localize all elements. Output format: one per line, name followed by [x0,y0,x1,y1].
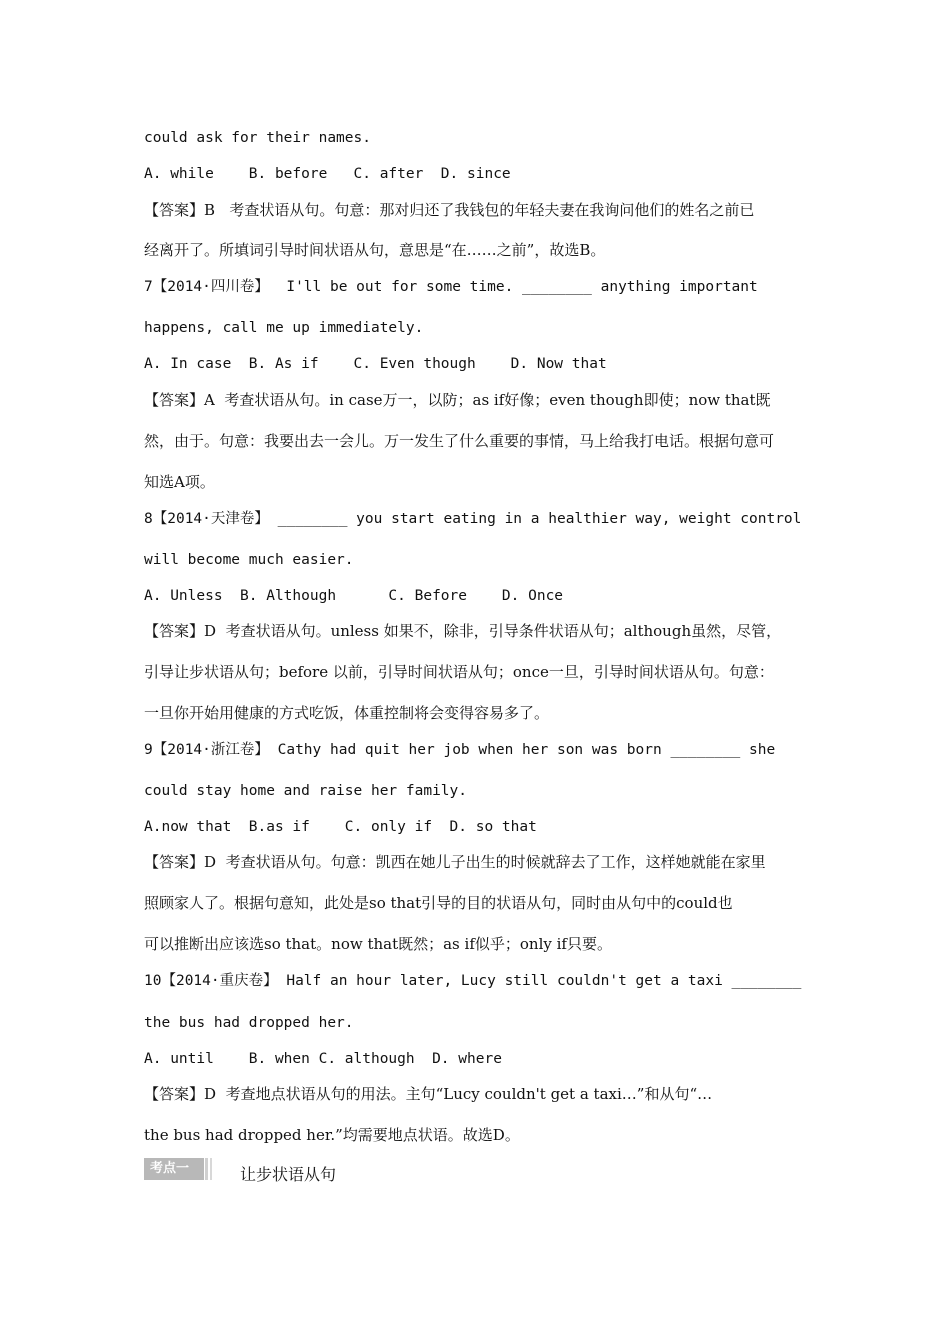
answer-line: 【答案】D 考查地点状语从句的用法。主句“Lucy couldn't get a taxi…”和从句“… [144,1085,713,1103]
text-line: will become much easier. [144,552,354,568]
answer-line: 经离开了。所填词引导时间状语从句，意思是“在……之前”，故选B。 [144,241,606,259]
question-line: 9【2014·浙江卷】 Cathy had quit her job when her son was born ________ she [144,742,776,758]
options-line: A.now that B.as if C. only if D. so that [144,819,537,835]
text-line: could stay home and raise her family. [144,783,468,799]
text-line: happens, call me up immediately. [144,320,424,336]
answer-line: 可以推断出应该选so that。now that既然；as if似乎；only if只要。 [144,935,612,953]
options-line: A. In case B. As if C. Even though D. Now that [144,356,607,372]
answer-line: 【答案】B 考查状语从句。句意：那对归还了我钱包的年轻夫妻在我询问他们的姓名之前已 [144,201,755,219]
answer-line: 一旦你开始用健康的方式吃饭，体重控制将会变得容易多了。 [144,704,550,722]
answer-line: 【答案】D 考查状语从句。unless 如果不，除非，引导条件状语从句；although虽然，尽管， [144,622,782,640]
badge-divider [210,1158,212,1180]
question-line: 8【2014·天津卷】 ________ you start eating in a healthier way, weight control [144,511,802,527]
section-badge: 考点一 [144,1158,204,1180]
options-line: A. until B. when C. although D. where [144,1051,502,1067]
question-line: 7【2014·四川卷】 I'll be out for some time. ________ anything important [144,279,758,295]
answer-line: 【答案】D 考查状语从句。句意：凯西在她儿子出生的时候就辞去了工作，这样她就能在家里 [144,853,766,871]
text-line: the bus had dropped her. [144,1015,354,1031]
options-line: A. while B. before C. after D. since [144,166,511,182]
options-line: A. Unless B. Although C. Before D. Once [144,588,564,604]
section-title: 让步状语从句 [240,1165,337,1184]
answer-line: 照顾家人了。根据句意知，此处是so that引导的目的状语从句，同时由从句中的could也 [144,894,733,912]
question-line: 10【2014·重庆卷】 Half an hour later, Lucy still couldn't get a taxi ________ [144,973,802,989]
answer-line: 【答案】A 考查状语从句。in case万一，以防；as if好像；even though即使；now that既 [144,391,771,409]
answer-line: 引导让步状语从句；before 以前，引导时间状语从句；once一旦，引导时间状语从句。句意： [144,663,774,681]
answer-line: the bus had dropped her.”均需要地点状语。故选D。 [144,1126,520,1144]
answer-line: 知选A项。 [144,473,215,491]
answer-line: 然，由于。句意：我要出去一会儿。万一发生了什么重要的事情，马上给我打电话。根据句意可 [144,432,775,450]
badge-divider [205,1158,208,1180]
text-line: could ask for their names. [144,130,371,146]
